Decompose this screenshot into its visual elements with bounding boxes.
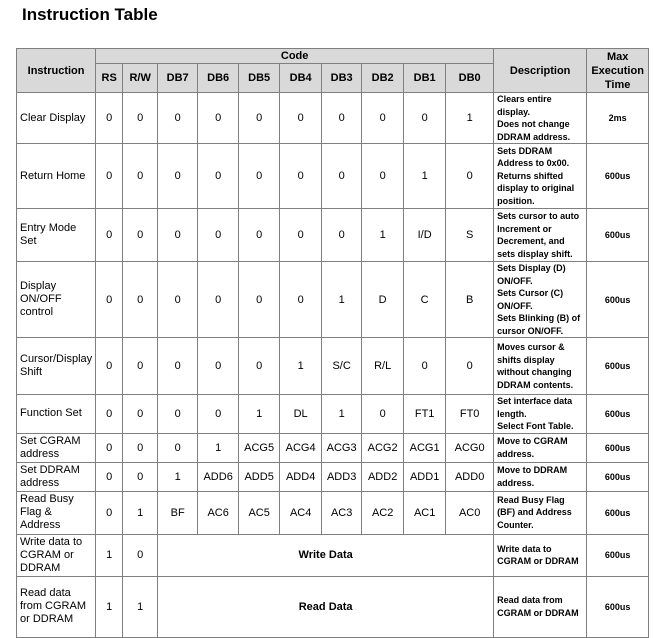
code-bit: 0 bbox=[280, 262, 322, 338]
header-code-column: DB0 bbox=[446, 64, 494, 93]
table-row bbox=[17, 576, 649, 637]
code-bit: AC6 bbox=[198, 491, 239, 534]
code-bit: FT1 bbox=[404, 395, 446, 434]
instruction-description: Moves cursor & shifts display without changing DDRAM contents. bbox=[494, 338, 587, 395]
code-bit: ACG5 bbox=[239, 433, 280, 462]
execution-time: 600us bbox=[587, 491, 649, 534]
code-bit: ADD3 bbox=[322, 462, 362, 491]
code-bit: 1 bbox=[322, 262, 362, 338]
code-bit: AC3 bbox=[322, 491, 362, 534]
instruction-name: Function Set bbox=[17, 395, 96, 434]
code-bit: AC0 bbox=[446, 491, 494, 534]
code-bit: 0 bbox=[198, 338, 239, 395]
code-bit: 0 bbox=[158, 338, 198, 395]
instruction-name: Return Home bbox=[17, 144, 96, 209]
code-bit: ADD6 bbox=[198, 462, 239, 491]
instruction-name: Read data from CGRAM or DDRAM bbox=[17, 576, 96, 637]
instruction-table bbox=[16, 48, 649, 638]
code-bit: S/C bbox=[322, 338, 362, 395]
code-bit: 0 bbox=[280, 209, 322, 262]
code-bit: S bbox=[446, 209, 494, 262]
code-bit: 0 bbox=[362, 93, 404, 144]
code-bit: 0 bbox=[322, 93, 362, 144]
instruction-description: Sets Display (D) ON/OFF. Sets Cursor (C) ON/OFF. Sets Blinking (B) of cursor ON/OFF. bbox=[494, 262, 587, 338]
code-bit: 0 bbox=[123, 209, 158, 262]
execution-time: 2ms bbox=[587, 93, 649, 144]
code-bit: 0 bbox=[123, 433, 158, 462]
code-bit: 0 bbox=[123, 534, 158, 576]
page-title: Instruction Table bbox=[22, 5, 158, 24]
table-row bbox=[17, 395, 649, 434]
code-bit: 1 bbox=[123, 576, 158, 637]
code-bit: 0 bbox=[158, 93, 198, 144]
code-bit: 0 bbox=[198, 209, 239, 262]
instruction-description: Read Busy Flag (BF) and Address Counter. bbox=[494, 491, 587, 534]
code-bit: 0 bbox=[239, 93, 280, 144]
code-bit: 0 bbox=[123, 93, 158, 144]
code-bit: 0 bbox=[280, 144, 322, 209]
code-bit: 1 bbox=[280, 338, 322, 395]
code-bit: ADD5 bbox=[239, 462, 280, 491]
code-bit: 0 bbox=[158, 262, 198, 338]
instruction-name: Set DDRAM address bbox=[17, 462, 96, 491]
execution-time: 600us bbox=[587, 462, 649, 491]
instruction-description: Write data to CGRAM or DDRAM bbox=[494, 534, 587, 576]
execution-time: 600us bbox=[587, 262, 649, 338]
instruction-description: Set interface data length. Select Font Table. bbox=[494, 395, 587, 434]
instruction-description: Clears entire display. Does not change DDRAM address. bbox=[494, 93, 587, 144]
code-bit: 1 bbox=[404, 144, 446, 209]
code-bit: ADD2 bbox=[362, 462, 404, 491]
table-row bbox=[17, 144, 649, 209]
header-code-column: DB5 bbox=[239, 64, 280, 93]
code-bit: R/L bbox=[362, 338, 404, 395]
header-instruction: Instruction bbox=[17, 49, 96, 93]
code-bit: AC2 bbox=[362, 491, 404, 534]
table-row bbox=[17, 534, 649, 576]
code-bit: 0 bbox=[123, 395, 158, 434]
header-code-column: RS bbox=[96, 64, 123, 93]
instruction-name: Set CGRAM address bbox=[17, 433, 96, 462]
header-code-column: DB2 bbox=[362, 64, 404, 93]
code-bit: 0 bbox=[362, 144, 404, 209]
code-bit: 1 bbox=[322, 395, 362, 434]
code-bit: 0 bbox=[239, 209, 280, 262]
code-bit: DL bbox=[280, 395, 322, 434]
header-code-column: R/W bbox=[123, 64, 158, 93]
code-bit: 0 bbox=[96, 262, 123, 338]
code-bit: BF bbox=[158, 491, 198, 534]
code-bit: FT0 bbox=[446, 395, 494, 434]
code-bit: 0 bbox=[198, 262, 239, 338]
code-bit: 0 bbox=[446, 338, 494, 395]
table-row bbox=[17, 93, 649, 144]
execution-time: 600us bbox=[587, 209, 649, 262]
code-bit: 1 bbox=[158, 462, 198, 491]
table-row bbox=[17, 262, 649, 338]
header-code: Code bbox=[96, 49, 494, 64]
execution-time: 600us bbox=[587, 144, 649, 209]
code-bit: ADD4 bbox=[280, 462, 322, 491]
code-bit: 0 bbox=[123, 338, 158, 395]
instruction-name: Read Busy Flag & Address bbox=[17, 491, 96, 534]
execution-time: 600us bbox=[587, 576, 649, 637]
header-code-column: DB7 bbox=[158, 64, 198, 93]
table-row bbox=[17, 209, 649, 262]
code-bit: 0 bbox=[322, 144, 362, 209]
code-bit: 0 bbox=[446, 144, 494, 209]
code-bit: C bbox=[404, 262, 446, 338]
code-bit: ADD1 bbox=[404, 462, 446, 491]
code-bit: 1 bbox=[446, 93, 494, 144]
code-bit: 0 bbox=[404, 93, 446, 144]
code-bit: 0 bbox=[96, 144, 123, 209]
code-bit: 0 bbox=[123, 262, 158, 338]
code-bit: 0 bbox=[158, 144, 198, 209]
code-bit: 0 bbox=[198, 395, 239, 434]
code-bit: D bbox=[362, 262, 404, 338]
instruction-name: Display ON/OFF control bbox=[17, 262, 96, 338]
execution-time: 600us bbox=[587, 433, 649, 462]
code-bit: 1 bbox=[123, 491, 158, 534]
execution-time: 600us bbox=[587, 338, 649, 395]
code-bit: 0 bbox=[96, 433, 123, 462]
code-bit: ACG1 bbox=[404, 433, 446, 462]
header-code-column: DB1 bbox=[404, 64, 446, 93]
code-bit: 0 bbox=[96, 395, 123, 434]
code-bit: 0 bbox=[239, 144, 280, 209]
code-bit: I/D bbox=[404, 209, 446, 262]
code-bit: 0 bbox=[280, 93, 322, 144]
instruction-name: Entry Mode Set bbox=[17, 209, 96, 262]
header-code-column: DB6 bbox=[198, 64, 239, 93]
header-max-time: Max Execution Time bbox=[587, 49, 649, 93]
code-bit: 0 bbox=[404, 338, 446, 395]
instruction-description: Read data from CGRAM or DDRAM bbox=[494, 576, 587, 637]
instruction-name: Write data to CGRAM or DDRAM bbox=[17, 534, 96, 576]
code-bit: 1 bbox=[239, 395, 280, 434]
execution-time: 600us bbox=[587, 395, 649, 434]
code-bit: 1 bbox=[198, 433, 239, 462]
code-bit: 0 bbox=[239, 262, 280, 338]
execution-time: 600us bbox=[587, 534, 649, 576]
code-bit: 0 bbox=[96, 338, 123, 395]
code-bit: ACG2 bbox=[362, 433, 404, 462]
header-code-column: DB4 bbox=[280, 64, 322, 93]
code-bit: 0 bbox=[198, 144, 239, 209]
instruction-description: Move to DDRAM address. bbox=[494, 462, 587, 491]
code-bit: 0 bbox=[158, 433, 198, 462]
code-bit: AC4 bbox=[280, 491, 322, 534]
code-bit: ADD0 bbox=[446, 462, 494, 491]
code-bit: 0 bbox=[123, 144, 158, 209]
code-bit: 0 bbox=[322, 209, 362, 262]
code-bit: AC5 bbox=[239, 491, 280, 534]
table-row bbox=[17, 433, 649, 462]
code-bit: 0 bbox=[123, 462, 158, 491]
code-bit: 0 bbox=[362, 395, 404, 434]
code-bit: 1 bbox=[96, 576, 123, 637]
code-bit: B bbox=[446, 262, 494, 338]
instruction-description: Sets DDRAM Address to 0x00. Returns shifted display to original position. bbox=[494, 144, 587, 209]
instruction-description: Move to CGRAM address. bbox=[494, 433, 587, 462]
code-bit: 0 bbox=[198, 93, 239, 144]
code-bit: 0 bbox=[96, 209, 123, 262]
data-span-label: Write Data bbox=[158, 534, 494, 576]
instruction-name: Clear Display bbox=[17, 93, 96, 144]
table-row bbox=[17, 491, 649, 534]
code-bit: 0 bbox=[158, 395, 198, 434]
code-bit: 0 bbox=[96, 462, 123, 491]
code-bit: ACG4 bbox=[280, 433, 322, 462]
code-bit: 1 bbox=[96, 534, 123, 576]
code-bit: 0 bbox=[96, 93, 123, 144]
table-row bbox=[17, 338, 649, 395]
code-bit: 0 bbox=[96, 491, 123, 534]
code-bit: 0 bbox=[239, 338, 280, 395]
header-description: Description bbox=[494, 49, 587, 93]
instruction-description: Sets cursor to auto Increment or Decrement, and sets display shift. bbox=[494, 209, 587, 262]
data-span-label: Read Data bbox=[158, 576, 494, 637]
code-bit: ACG0 bbox=[446, 433, 494, 462]
table-row bbox=[17, 462, 649, 491]
code-bit: ACG3 bbox=[322, 433, 362, 462]
code-bit: 1 bbox=[362, 209, 404, 262]
code-bit: 0 bbox=[158, 209, 198, 262]
code-bit: AC1 bbox=[404, 491, 446, 534]
instruction-name: Cursor/Display Shift bbox=[17, 338, 96, 395]
header-code-column: DB3 bbox=[322, 64, 362, 93]
